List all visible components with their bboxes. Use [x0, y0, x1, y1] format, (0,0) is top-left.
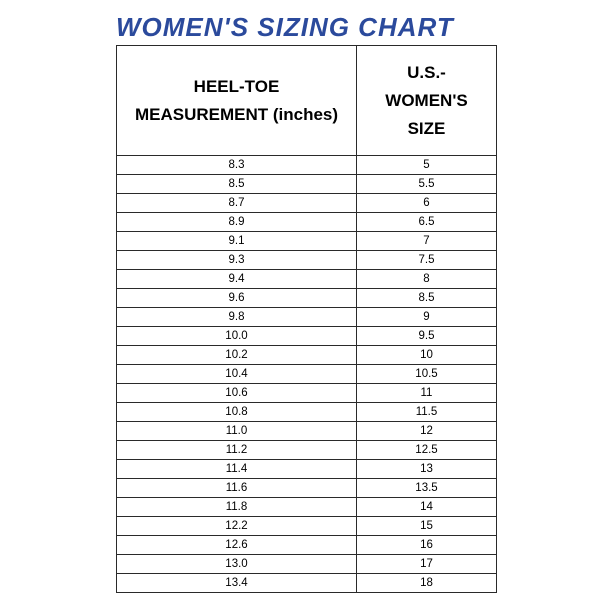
heel-toe-measurement-cell: 11.4	[117, 460, 357, 479]
table-row	[117, 194, 497, 213]
table-row	[117, 441, 497, 460]
heel-toe-measurement-cell: 9.1	[117, 232, 357, 251]
table-row	[117, 175, 497, 194]
heel-toe-measurement-cell: 11.0	[117, 422, 357, 441]
us-womens-size-cell: 16	[357, 536, 497, 555]
us-womens-size-cell: 7	[357, 232, 497, 251]
heel-toe-measurement-cell: 12.2	[117, 517, 357, 536]
header-line: SIZE	[407, 118, 446, 138]
table-row	[117, 536, 497, 555]
heel-toe-measurement-cell: 10.4	[117, 365, 357, 384]
table-row	[117, 517, 497, 536]
heel-toe-measurement-cell: 9.8	[117, 308, 357, 327]
heel-toe-measurement-cell: 11.6	[117, 479, 357, 498]
page-title: WOMEN'S SIZING CHART	[116, 12, 454, 42]
table-row	[117, 289, 497, 308]
us-womens-size-cell: 8.5	[357, 289, 497, 308]
heel-toe-measurement-cell: 10.8	[117, 403, 357, 422]
us-womens-size-cell: 10.5	[357, 365, 497, 384]
table-header-row	[117, 46, 497, 156]
header-line: U.S.-	[407, 62, 446, 82]
heel-toe-measurement-cell: 8.3	[117, 156, 357, 175]
table-row	[117, 403, 497, 422]
heel-toe-measurement-cell: 12.6	[117, 536, 357, 555]
us-womens-size-cell: 8	[357, 270, 497, 289]
table-row	[117, 498, 497, 517]
us-womens-size-cell: 12.5	[357, 441, 497, 460]
table-row	[117, 232, 497, 251]
table-row	[117, 156, 497, 175]
us-womens-size-cell: 13.5	[357, 479, 497, 498]
heel-toe-measurement-cell: 9.4	[117, 270, 357, 289]
heel-toe-measurement-cell: 8.5	[117, 175, 357, 194]
header-line: MEASUREMENT (inches)	[134, 104, 339, 124]
column-header-us-size	[357, 46, 497, 156]
header-line: HEEL-TOE	[193, 76, 280, 96]
sizing-table	[116, 45, 497, 593]
us-womens-size-cell: 11.5	[357, 403, 497, 422]
us-womens-size-cell: 13	[357, 460, 497, 479]
table-row	[117, 346, 497, 365]
us-womens-size-cell: 15	[357, 517, 497, 536]
us-womens-size-cell: 14	[357, 498, 497, 517]
table-row	[117, 574, 497, 593]
column-header-heel-toe	[117, 46, 357, 156]
table-row	[117, 308, 497, 327]
us-womens-size-cell: 9	[357, 308, 497, 327]
us-womens-size-cell: 6	[357, 194, 497, 213]
heel-toe-measurement-cell: 10.6	[117, 384, 357, 403]
us-womens-size-cell: 11	[357, 384, 497, 403]
table-row	[117, 384, 497, 403]
table-row	[117, 422, 497, 441]
table-row	[117, 270, 497, 289]
table-row	[117, 479, 497, 498]
us-womens-size-cell: 5.5	[357, 175, 497, 194]
table-row	[117, 251, 497, 270]
heel-toe-measurement-cell: 13.0	[117, 555, 357, 574]
heel-toe-measurement-cell: 9.6	[117, 289, 357, 308]
heel-toe-measurement-cell: 8.7	[117, 194, 357, 213]
us-womens-size-cell: 5	[357, 156, 497, 175]
us-womens-size-cell: 6.5	[357, 213, 497, 232]
table-row	[117, 213, 497, 232]
heel-toe-measurement-cell: 11.2	[117, 441, 357, 460]
table-row	[117, 327, 497, 346]
heel-toe-measurement-cell: 11.8	[117, 498, 357, 517]
us-womens-size-cell: 7.5	[357, 251, 497, 270]
us-womens-size-cell: 17	[357, 555, 497, 574]
table-row	[117, 365, 497, 384]
heel-toe-measurement-cell: 10.2	[117, 346, 357, 365]
table-row	[117, 555, 497, 574]
heel-toe-measurement-cell: 10.0	[117, 327, 357, 346]
us-womens-size-cell: 10	[357, 346, 497, 365]
us-womens-size-cell: 9.5	[357, 327, 497, 346]
header-line: WOMEN'S	[385, 90, 468, 110]
heel-toe-measurement-cell: 8.9	[117, 213, 357, 232]
heel-toe-measurement-cell: 13.4	[117, 574, 357, 593]
heel-toe-measurement-cell: 9.3	[117, 251, 357, 270]
us-womens-size-cell: 12	[357, 422, 497, 441]
us-womens-size-cell: 18	[357, 574, 497, 593]
table-row	[117, 460, 497, 479]
table-body	[117, 156, 497, 593]
